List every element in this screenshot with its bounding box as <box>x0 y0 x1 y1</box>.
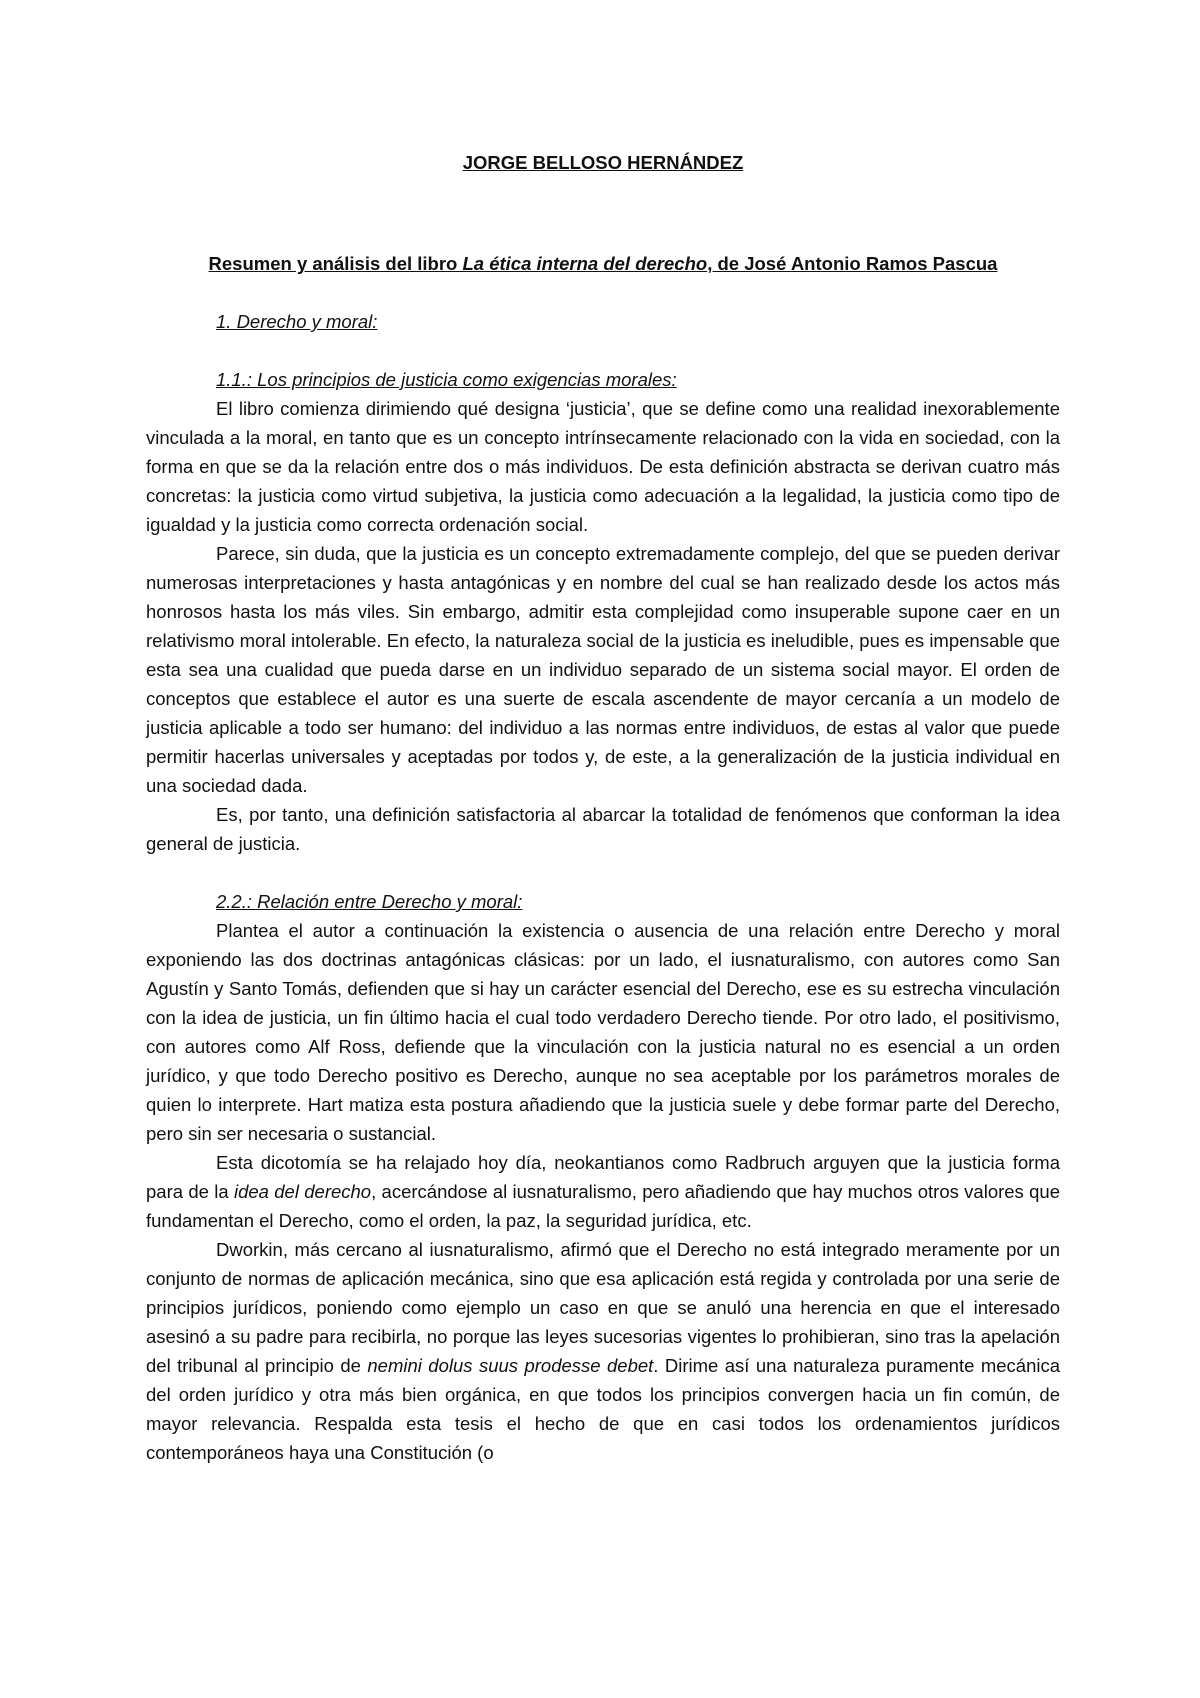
paragraph-text: Esta dicotomía se ha relajado hoy día, neokantianos como Radbruch arguyen que la justicia forma para de la <box>146 1152 1060 1202</box>
paragraph-text: . Dirime así una naturaleza puramente mecánica del orden jurídico y otra más bien orgánica, en que todos los principios convergen hacia un fin común, de mayor relevancia. Respalda esta tesis el hecho de que en casi todos los ordenamientos jurídicos contemporáneos haya una Constitución (o <box>146 1355 1061 1463</box>
italic-term: idea del derecho <box>233 1181 372 1202</box>
paragraph: Es, por tanto, una definición satisfactoria al abarcar la totalidad de fenómenos que conforman la idea general de justicia. <box>146 804 1060 854</box>
title-prefix: Resumen y análisis del libro <box>208 253 463 274</box>
title-suffix: , de José Antonio Ramos Pascua <box>707 253 998 274</box>
document-body <box>146 148 1060 1467</box>
latin-maxim: nemini dolus suus prodesse debet <box>367 1355 654 1376</box>
document-title <box>146 249 1060 278</box>
paragraph-text: Dworkin, más cercano al iusnaturalismo, afirmó que el Derecho no está integrado meramente por un conjunto de normas de aplicación mecánica, sino que esa aplicación está regida y controlada por una serie de principios jurídicos, poniendo como ejemplo un caso en que se anuló una herencia en que el interesado asesinó a su padre para recibirla, no porque las leyes sucesorias vigentes lo prohibieran, sino tras la apelación del tribunal al principio de <box>146 1239 1060 1376</box>
paragraph: El libro comienza dirimiendo qué designa ‘justicia’, que se define como una realidad inexorablemente vinculada a la moral, en tanto que es un concepto intrínsecamente relacionado con la vida en sociedad, con la forma en que se da la relación entre dos o más individuos. De esta definición abstracta se derivan cuatro más concretas: la justicia como virtud subjetiva, la justicia como adecuación a la legalidad, la justicia como tipo de igualdad y la justicia como correcta ordenación social. <box>146 398 1060 535</box>
paragraph <box>146 1235 1060 1467</box>
section-2-2-heading: 2.2.: Relación entre Derecho y moral: <box>216 891 523 912</box>
author-name: JORGE BELLOSO HERNÁNDEZ <box>462 152 744 173</box>
paragraph: Parece, sin duda, que la justicia es un concepto extremadamente complejo, del que se pueden derivar numerosas interpretaciones y hasta antagónicas y en nombre del cual se han realizado desde los actos más honrosos hasta los más viles. Sin embargo, admitir esta complejidad como insuperable supone caer en un relativismo moral intolerable. En efecto, la naturaleza social de la justicia es ineludible, pues es impensable que esta sea una cualidad que pueda darse en un individuo separado de un sistema social mayor. El orden de conceptos que establece el autor es una suerte de escala ascendente de mayor cercanía a un modelo de justicia aplicable a todo ser humano: del individuo a las normas entre individuos, de estas al valor que puede permitir hacerlas universales y aceptadas por todos y, de este, a la generalización de la justicia individual en una sociedad dada. <box>146 543 1060 796</box>
paragraph <box>146 1148 1060 1235</box>
paragraph-text: , acercándose al iusnaturalismo, pero añadiendo que hay muchos otros valores que fundamentan el Derecho, como el orden, la paz, la seguridad jurídica, etc. <box>146 1181 1060 1231</box>
paragraph: Plantea el autor a continuación la existencia o ausencia de una relación entre Derecho y moral exponiendo las dos doctrinas antagónicas clásicas: por un lado, el iusnaturalismo, con autores como San Agustín y Santo Tomás, defienden que si hay un carácter esencial del Derecho, ese es su estrecha vinculación con la idea de justicia, un fin último hacia el cual todo verdadero Derecho tiende. Por otro lado, el positivismo, con autores como Alf Ross, defiende que la vinculación con la justicia natural no es esencial a un orden jurídico, y que todo Derecho positivo es Derecho, aunque no sea aceptable por los parámetros morales de quien lo interprete. Hart matiza esta postura añadiendo que la justicia suele y debe formar parte del Derecho, pero sin ser necesaria o sustancial. <box>146 920 1060 1144</box>
book-title-italic: La ética interna del derecho <box>462 253 708 274</box>
section-1-1-heading: 1.1.: Los principios de justicia como exigencias morales: <box>216 369 677 390</box>
section-1-heading: 1. Derecho y moral: <box>216 311 378 332</box>
